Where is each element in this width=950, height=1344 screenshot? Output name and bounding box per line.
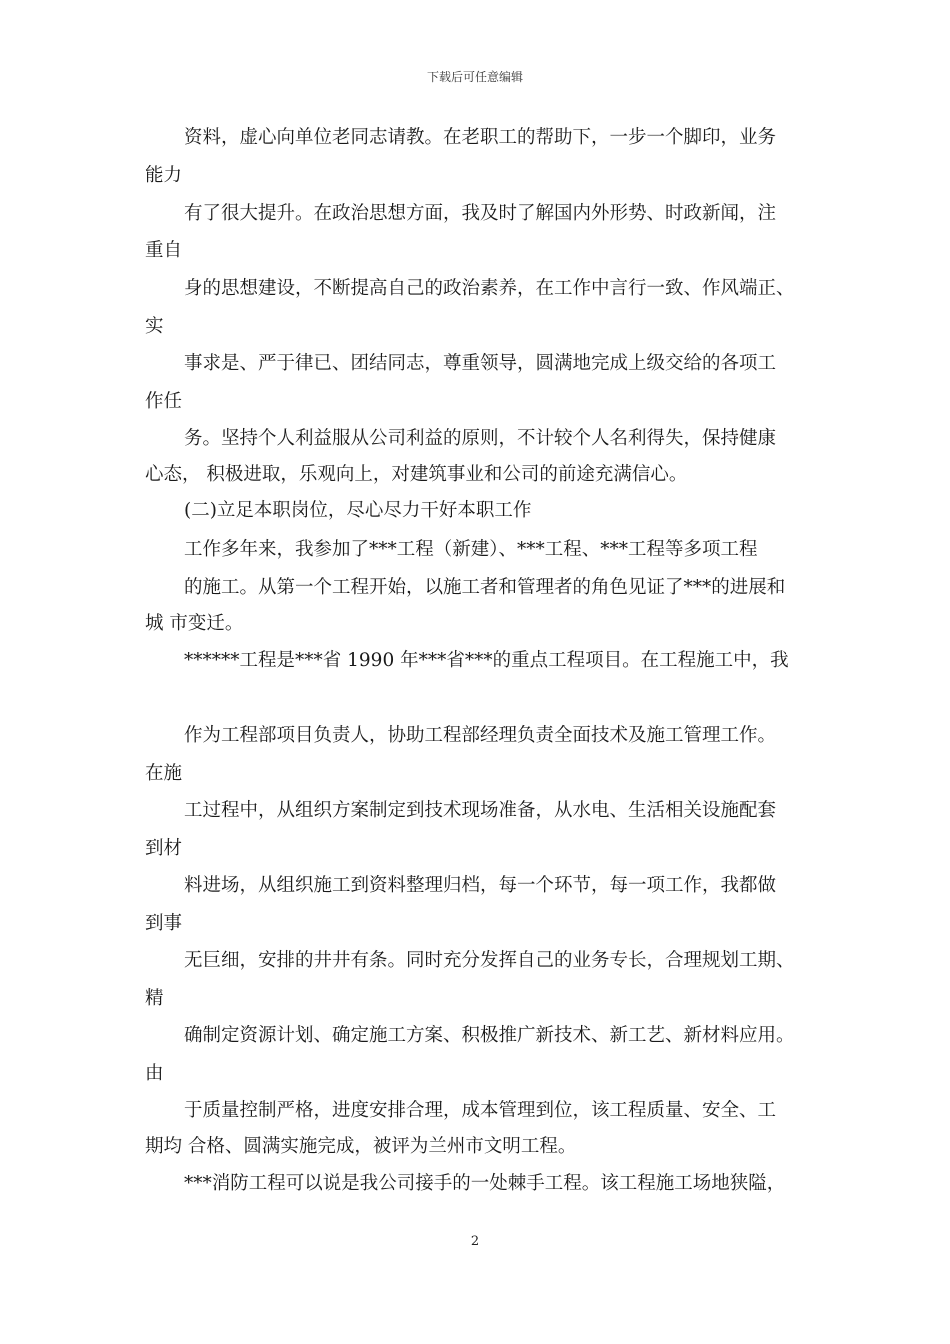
section-heading: (二)立足本职岗位，尽心尽力干好本职工作: [184, 500, 532, 521]
text-line: 作任: [145, 391, 183, 412]
text-line: 于质量控制严格，进度安排合理，成本管理到位，该工程质量、安全、工: [184, 1100, 777, 1121]
text-line: 身的思想建设，不断提高自己的政治素养，在工作中言行一致、作风端正、: [184, 278, 795, 299]
text-line: 期均 合格、圆满实施完成，被评为兰州市文明工程。: [145, 1136, 577, 1157]
text-line: ******工程是***省 1990 年***省***的重点工程项目。在工程施工中，我: [184, 650, 789, 671]
text-line: 资料，虚心向单位老同志请教。在老职工的帮助下，一步一个脚印，业务: [184, 127, 777, 148]
page-header: 下载后可任意编辑: [426, 70, 523, 84]
text-line: 料进场，从组织施工到资料整理归档，每一个环节，每一项工作，我都做: [184, 875, 777, 896]
text-line: 由: [145, 1063, 164, 1084]
text-line: 精: [145, 988, 164, 1009]
text-line: 确制定资源计划、确定施工方案、积极推广新技术、新工艺、新材料应用。: [184, 1025, 795, 1046]
page-number: 2: [470, 1234, 480, 1249]
text-line: 的施工。从第一个工程开始，以施工者和管理者的角色见证了***的进展和: [184, 577, 786, 598]
text-line: 无巨细，安排的井井有条。同时充分发挥自己的业务专长，合理规划工期、: [184, 950, 795, 971]
text-line: 在施: [145, 763, 183, 784]
text-line: 有了很大提升。在政治思想方面，我及时了解国内外形势、时政新闻，注: [184, 203, 777, 224]
text-line: 重自: [145, 240, 183, 261]
text-line: 实: [145, 316, 164, 337]
text-line: 务。坚持个人利益服从公司利益的原则，不计较个人名利得失，保持健康: [184, 428, 777, 449]
text-line: 城 市变迁。: [145, 613, 244, 634]
text-line: 心态， 积极进取，乐观向上，对建筑事业和公司的前途充满信心。: [145, 464, 688, 485]
text-line: 到材: [145, 838, 183, 859]
text-line: 事求是、严于律已、团结同志，尊重领导，圆满地完成上级交给的各项工: [184, 353, 777, 374]
text-line: 工作多年来，我参加了***工程（新建）、***工程、***工程等多项工程: [184, 539, 758, 560]
text-line: 工过程中，从组织方案制定到技术现场准备，从水电、生活相关设施配套: [184, 800, 777, 821]
text-line: 能力: [145, 165, 183, 186]
text-line: 到事: [145, 913, 183, 934]
text-line: ***消防工程可以说是我公司接手的一处棘手工程。该工程施工场地狭隘，: [184, 1173, 786, 1194]
text-line: 作为工程部项目负责人，协助工程部经理负责全面技术及施工管理工作。: [184, 725, 777, 746]
